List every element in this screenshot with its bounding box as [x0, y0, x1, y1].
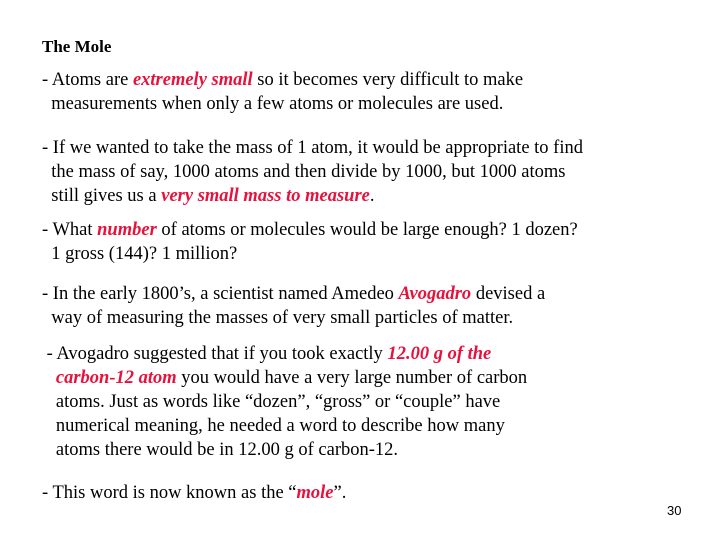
highlighted-text: 12.00 g of the: [387, 344, 492, 364]
text-line: [42, 184, 583, 208]
text-run: [42, 368, 56, 388]
text-run: atoms there would be in 12.00 g of carbon-12.: [42, 440, 399, 460]
paragraph-what-number: [42, 218, 578, 266]
highlighted-text: Avogadro: [398, 284, 472, 304]
highlighted-text: number: [97, 220, 157, 240]
text-line: [42, 242, 578, 266]
text-line: [42, 481, 346, 505]
text-line: [42, 366, 527, 390]
text-run: - Atoms are: [42, 70, 133, 90]
paragraph-avogadro-suggested: [42, 342, 527, 462]
text-line: [42, 414, 527, 438]
paragraph-atoms-small: [42, 68, 523, 116]
text-run: the mass of say, 1000 atoms and then divide by 1000, but 1000 atoms: [42, 162, 566, 182]
page-number: 30: [667, 503, 682, 518]
slide-title: The Mole: [42, 37, 112, 56]
text-line: [42, 306, 545, 330]
text-line: [42, 68, 523, 92]
text-run: numerical meaning, he needed a word to describe how many: [42, 416, 505, 436]
highlighted-text: carbon-12 atom: [55, 368, 177, 388]
text-run: atoms. Just as words like “dozen”, “gross” or “couple” have: [42, 392, 501, 412]
text-run: - If we wanted to take the mass of 1 atom, it would be appropriate to find: [42, 138, 583, 158]
text-run: still gives us a: [42, 186, 162, 206]
text-line: [42, 342, 527, 366]
text-line: [42, 282, 545, 306]
text-run: of atoms or molecules would be large enough? 1 dozen?: [156, 220, 578, 240]
text-run: - Avogadro suggested that if you took exactly: [42, 344, 388, 364]
text-run: ”.: [333, 483, 347, 503]
text-run: 1 gross (144)? 1 million?: [42, 244, 238, 264]
highlighted-text: mole: [296, 483, 334, 503]
text-run: - In the early 1800’s, a scientist named Amedeo: [42, 284, 399, 304]
paragraph-avogadro-devised: [42, 282, 545, 330]
text-line: [42, 390, 527, 414]
paragraph-mole-word: [42, 481, 346, 505]
highlighted-text: very small mass to measure: [161, 186, 370, 206]
text-line: [42, 438, 527, 462]
text-run: devised a: [471, 284, 546, 304]
text-run: - This word is now known as the “: [42, 483, 297, 503]
text-line: [42, 218, 578, 242]
text-line: [42, 160, 583, 184]
text-run: way of measuring the masses of very small particles of matter.: [42, 308, 514, 328]
text-run: you would have a very large number of carbon: [176, 368, 528, 388]
paragraph-mass-of-atom: [42, 136, 583, 208]
text-line: [42, 136, 583, 160]
highlighted-text: extremely small: [132, 70, 253, 90]
text-line: [42, 92, 523, 116]
text-run: - What: [42, 220, 98, 240]
text-run: so it becomes very difficult to make: [252, 70, 524, 90]
text-run: .: [369, 186, 375, 206]
text-run: measurements when only a few atoms or molecules are used.: [42, 94, 504, 114]
